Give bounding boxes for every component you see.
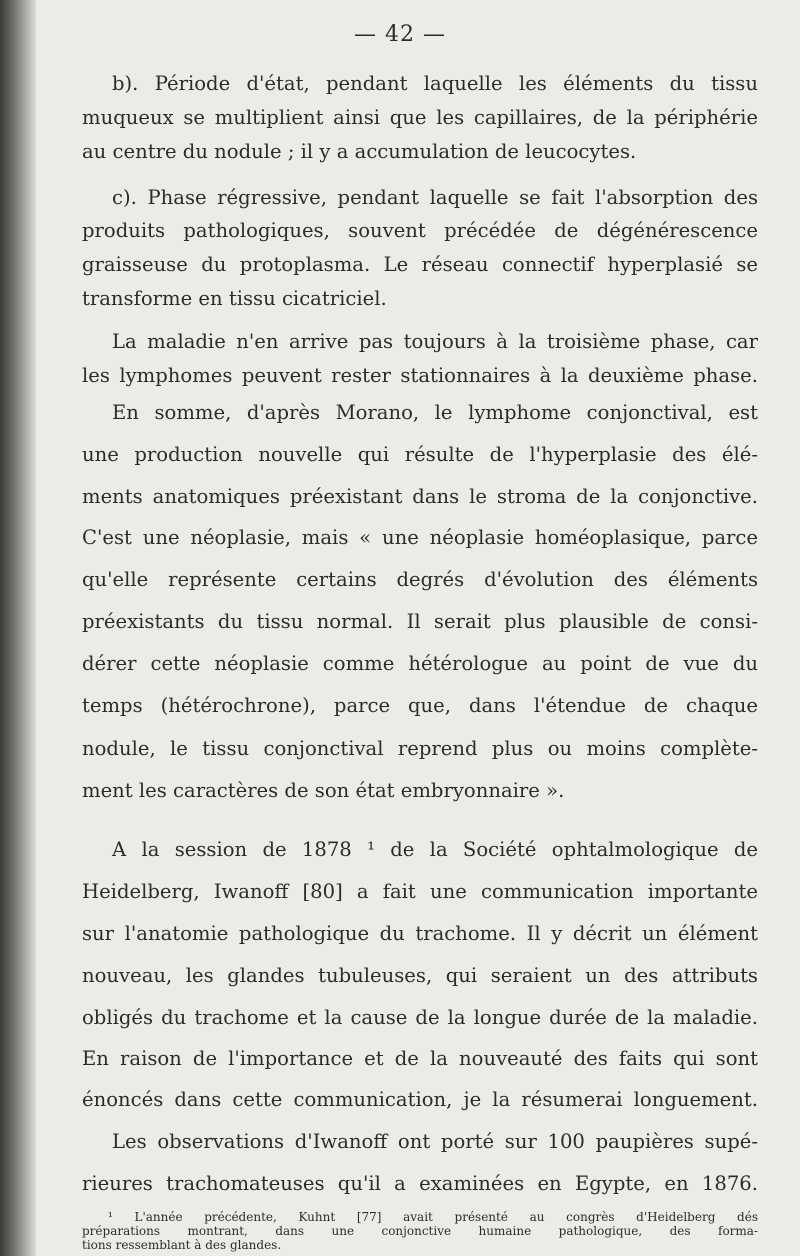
- text-line: La maladie n'en arrive pas toujours à la troisième phase, car: [112, 330, 758, 354]
- text-line: En raison de l'importance et de la nouveauté des faits qui sont: [82, 1047, 758, 1071]
- footnote-line: tions ressemblant à des glandes.: [82, 1238, 282, 1252]
- text-line: nodule, le tissu conjonctival reprend plus ou moins complète-: [82, 736, 758, 760]
- text-line: c). Phase régressive, pendant laquelle se fait l'absorption des: [112, 185, 758, 209]
- text-line: muqueux se multiplient ainsi que les capillaires, de la périphérie: [82, 105, 758, 129]
- text-line: préexistants du tissu normal. Il serait plus plausible de consi-: [82, 610, 758, 634]
- text-line: transforme en tissu cicatriciel.: [82, 287, 387, 311]
- text-line: qu'elle représente certains degrés d'évolution des éléments: [82, 568, 758, 592]
- page-number: — 42 —: [354, 22, 446, 47]
- text-line: rieures trachomateuses qu'il a examinées en Egypte, en 1876.: [82, 1172, 758, 1195]
- text-line: b). Période d'état, pendant laquelle les éléments du tissu: [112, 72, 758, 95]
- text-line: dérer cette néoplasie comme hétérologue au point de vue du: [82, 651, 758, 675]
- text-line: C'est une néoplasie, mais « une néoplasie homéoplasique, parce: [82, 526, 758, 550]
- text-line: Heidelberg, Iwanoff [80] a fait une communication importante: [82, 880, 758, 904]
- text-line: ments anatomiques préexistant dans le stroma de la conjonctive.: [82, 484, 758, 508]
- footnote-line: préparations montrant, dans une conjonctive humaine pathologique, des forma-: [82, 1224, 758, 1238]
- text-line: une production nouvelle qui résulte de l'hyperplasie des élé-: [82, 442, 758, 466]
- text-line: les lymphomes peuvent rester stationnaires à la deuxième phase.: [82, 363, 758, 387]
- text-line: temps (hétérochrone), parce que, dans l'étendue de chaque: [82, 693, 758, 717]
- footnote-line: ¹ L'année précédente, Kuhnt [77] avait présenté au congrès d'Heidelberg dés: [108, 1210, 758, 1224]
- text-line: A la session de 1878 ¹ de la Société ophtalmologique de: [112, 838, 758, 862]
- text-line: En somme, d'après Morano, le lymphome conjonctival, est: [112, 400, 758, 424]
- text-line: énoncés dans cette communication, je la résumerai longuement.: [82, 1088, 758, 1112]
- text-line: produits pathologiques, souvent précédée de dégénérescence: [82, 219, 758, 243]
- text-line: obligés du trachome et la cause de la longue durée de la maladie.: [82, 1005, 758, 1029]
- text-line: ment les caractères de son état embryonnaire ».: [82, 779, 565, 803]
- text-line: Les observations d'Iwanoff ont porté sur 100 paupières supé-: [112, 1130, 758, 1154]
- text-line: nouveau, les glandes tubuleuses, qui seraient un des attributs: [82, 963, 758, 987]
- text-line: au centre du nodule ; il y a accumulation de leucocytes.: [82, 139, 637, 163]
- text-line: graisseuse du protoplasma. Le réseau connectif hyperplasié se: [82, 253, 758, 277]
- text-line: sur l'anatomie pathologique du trachome. Il y décrit un élément: [82, 921, 758, 945]
